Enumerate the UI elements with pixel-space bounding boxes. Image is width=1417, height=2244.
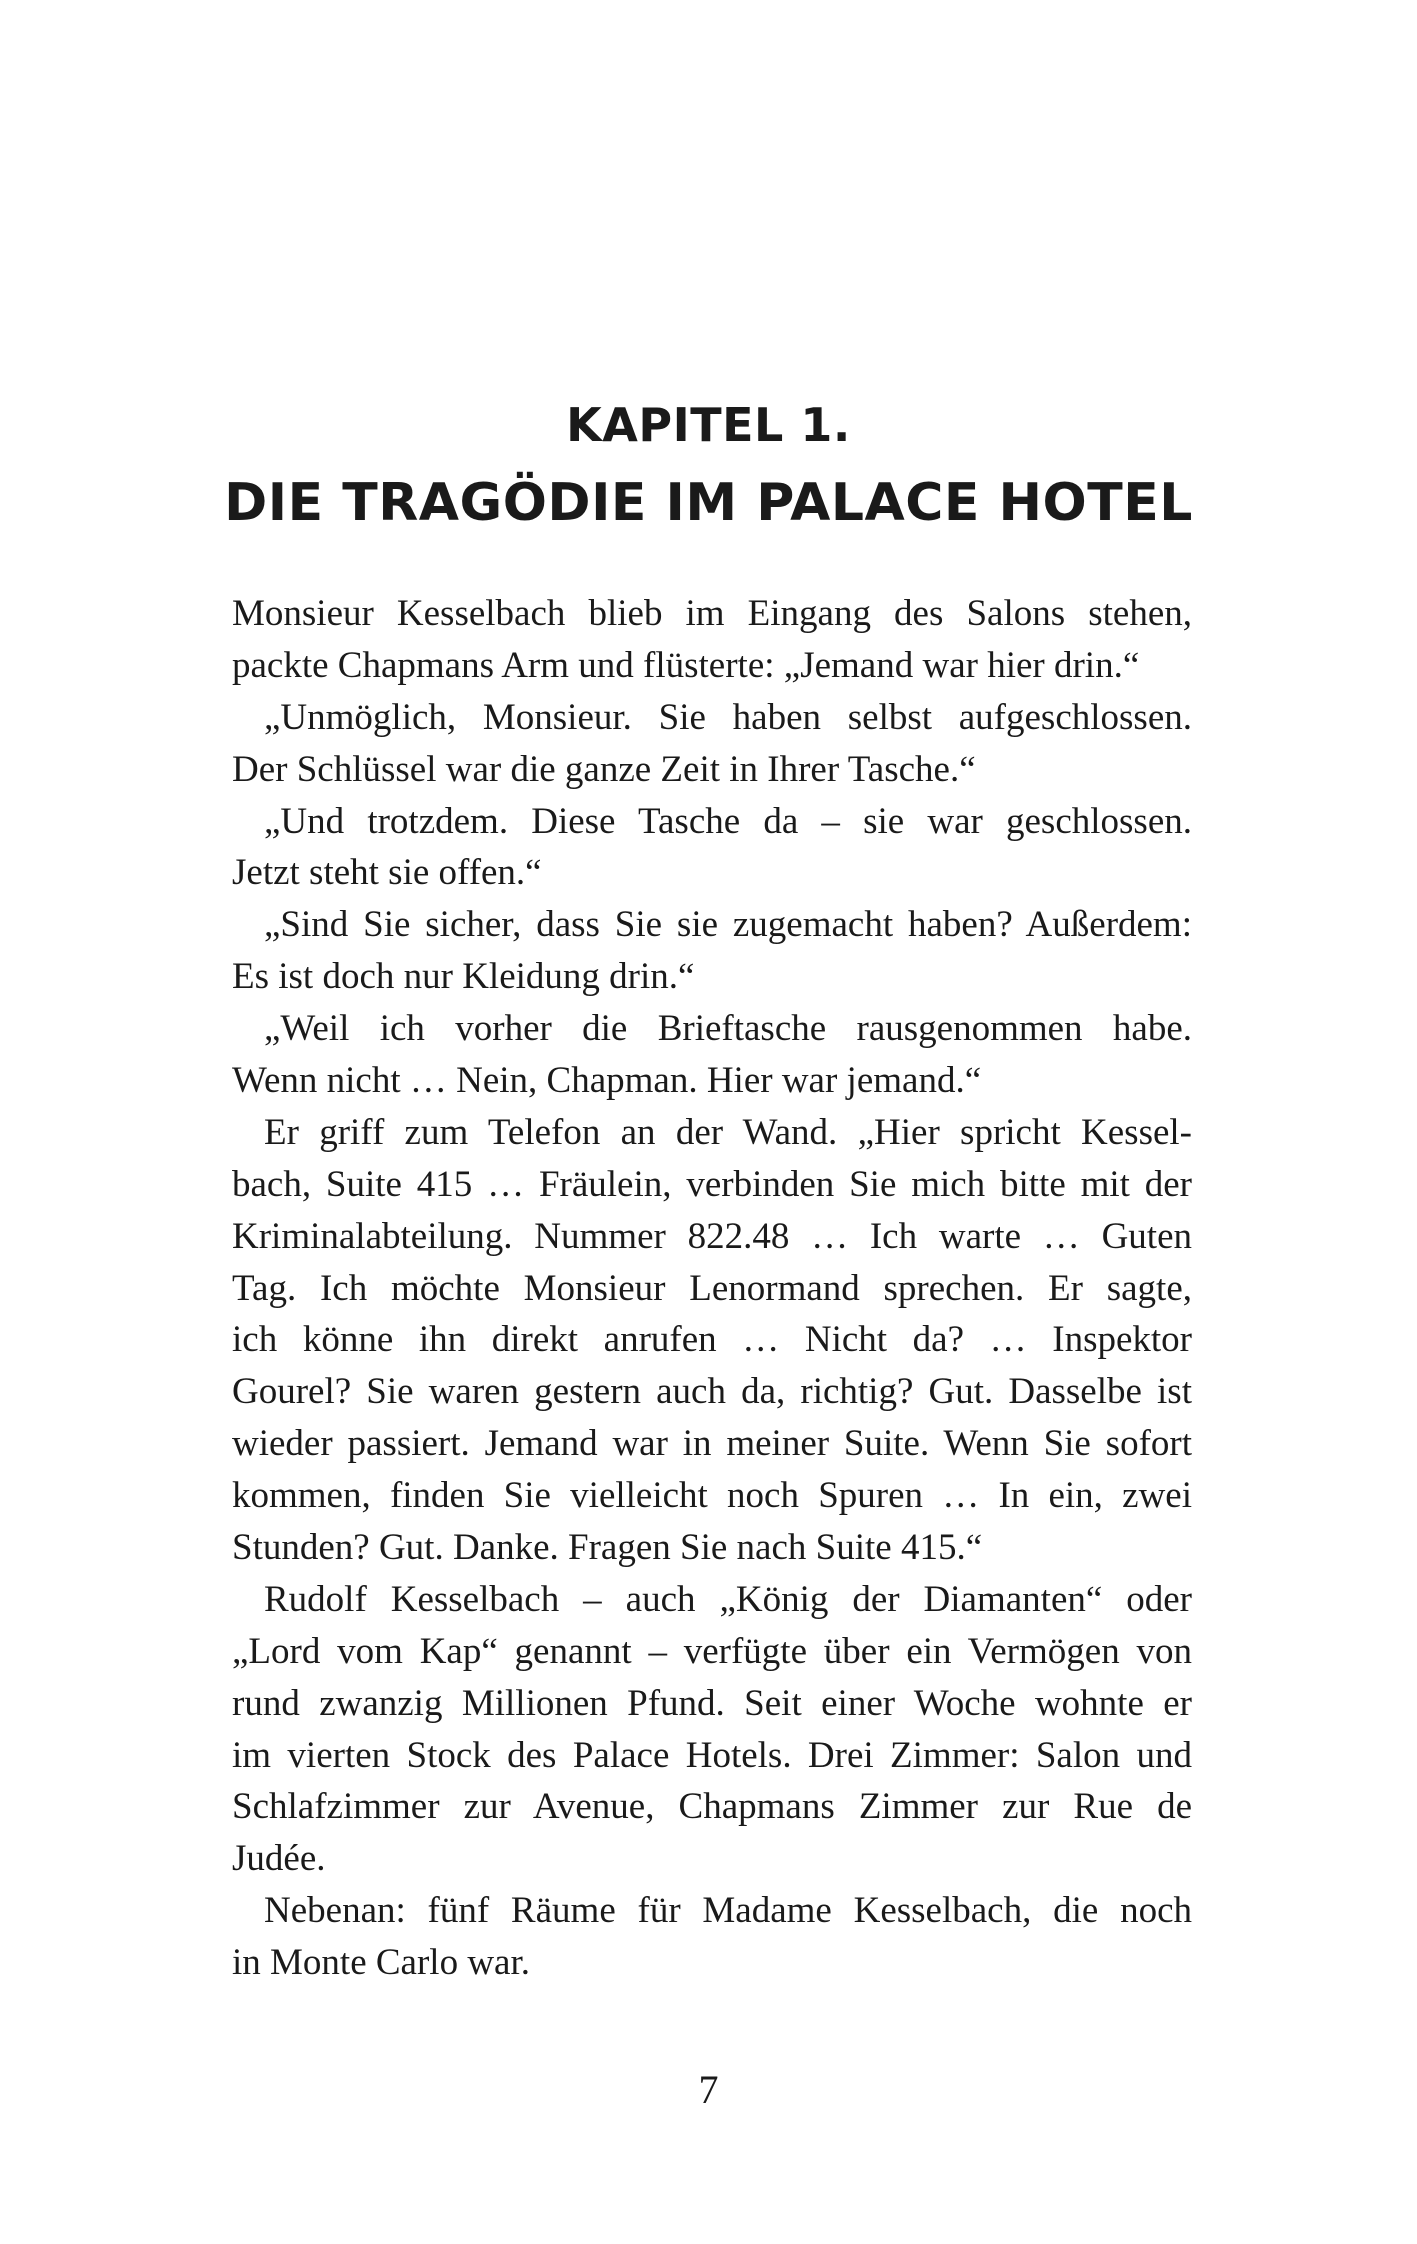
chapter-title: DIE TRAGÖDIE IM PALACE HOTEL (224, 473, 1193, 533)
text-line: „Lord vom Kap“ genannt – verfügte über ein Vermögen von (232, 1630, 1192, 1672)
text-line: im vierten Stock des Palace Hotels. Drei Zimmer: Salon und (232, 1734, 1192, 1776)
text-line: Jetzt steht sie offen.“ (232, 852, 542, 894)
text-line: „Und trotzdem. Diese Tasche da – sie war geschlossen. (264, 800, 1192, 842)
text-line: Der Schlüssel war die ganze Zeit in Ihrer Tasche.“ (232, 748, 976, 790)
text-line: Er griff zum Telefon an der Wand. „Hier spricht Kessel- (264, 1111, 1192, 1153)
text-line: packte Chapmans Arm und flüsterte: „Jemand war hier drin.“ (232, 644, 1140, 686)
text-line: Gourel? Sie waren gestern auch da, richtig? Gut. Dasselbe ist (232, 1371, 1192, 1413)
text-line: Schlafzimmer zur Avenue, Chapmans Zimmer zur Rue de (232, 1786, 1192, 1828)
text-line: „Weil ich vorher die Brieftasche rausgenommen habe. (264, 1008, 1192, 1050)
text-line: Stunden? Gut. Danke. Fragen Sie nach Suite 415.“ (232, 1527, 983, 1569)
text-line: Wenn nicht … Nein, Chapman. Hier war jemand.“ (232, 1060, 982, 1102)
text-line: „Unmöglich, Monsieur. Sie haben selbst aufgeschlossen. (264, 696, 1192, 738)
text-line: Monsieur Kesselbach blieb im Eingang des Salons stehen, (232, 593, 1192, 634)
text-line: Kriminalabteilung. Nummer 822.48 … Ich warte … Guten (232, 1215, 1192, 1257)
text-line: Nebenan: fünf Räume für Madame Kesselbach, die noch (264, 1890, 1192, 1932)
text-line: Es ist doch nur Kleidung drin.“ (232, 956, 695, 998)
page-number: 7 (698, 2067, 719, 2112)
text-line: Rudolf Kesselbach – auch „König der Diamanten“ oder (264, 1578, 1192, 1620)
text-line: Judée. (232, 1838, 326, 1880)
chapter-label: KAPITEL 1. (566, 398, 851, 452)
text-line: bach, Suite 415 … Fräulein, verbinden Sie mich bitte mit der (232, 1163, 1192, 1205)
text-line: „Sind Sie sicher, dass Sie sie zugemacht haben? Außerdem: (264, 904, 1192, 946)
text-line: Tag. Ich möchte Monsieur Lenormand sprechen. Er sagte, (232, 1267, 1192, 1309)
text-line: in Monte Carlo war. (232, 1942, 531, 1984)
text-line: rund zwanzig Millionen Pfund. Seit einer Woche wohnte er (232, 1682, 1192, 1724)
body-text (232, 588, 1192, 1989)
text-line: wieder passiert. Jemand war in meiner Suite. Wenn Sie sofort (232, 1423, 1192, 1465)
text-line: ich könne ihn direkt anrufen … Nicht da? … Inspektor (232, 1319, 1192, 1361)
text-line: kommen, finden Sie vielleicht noch Spuren … In ein, zwei (232, 1475, 1192, 1517)
